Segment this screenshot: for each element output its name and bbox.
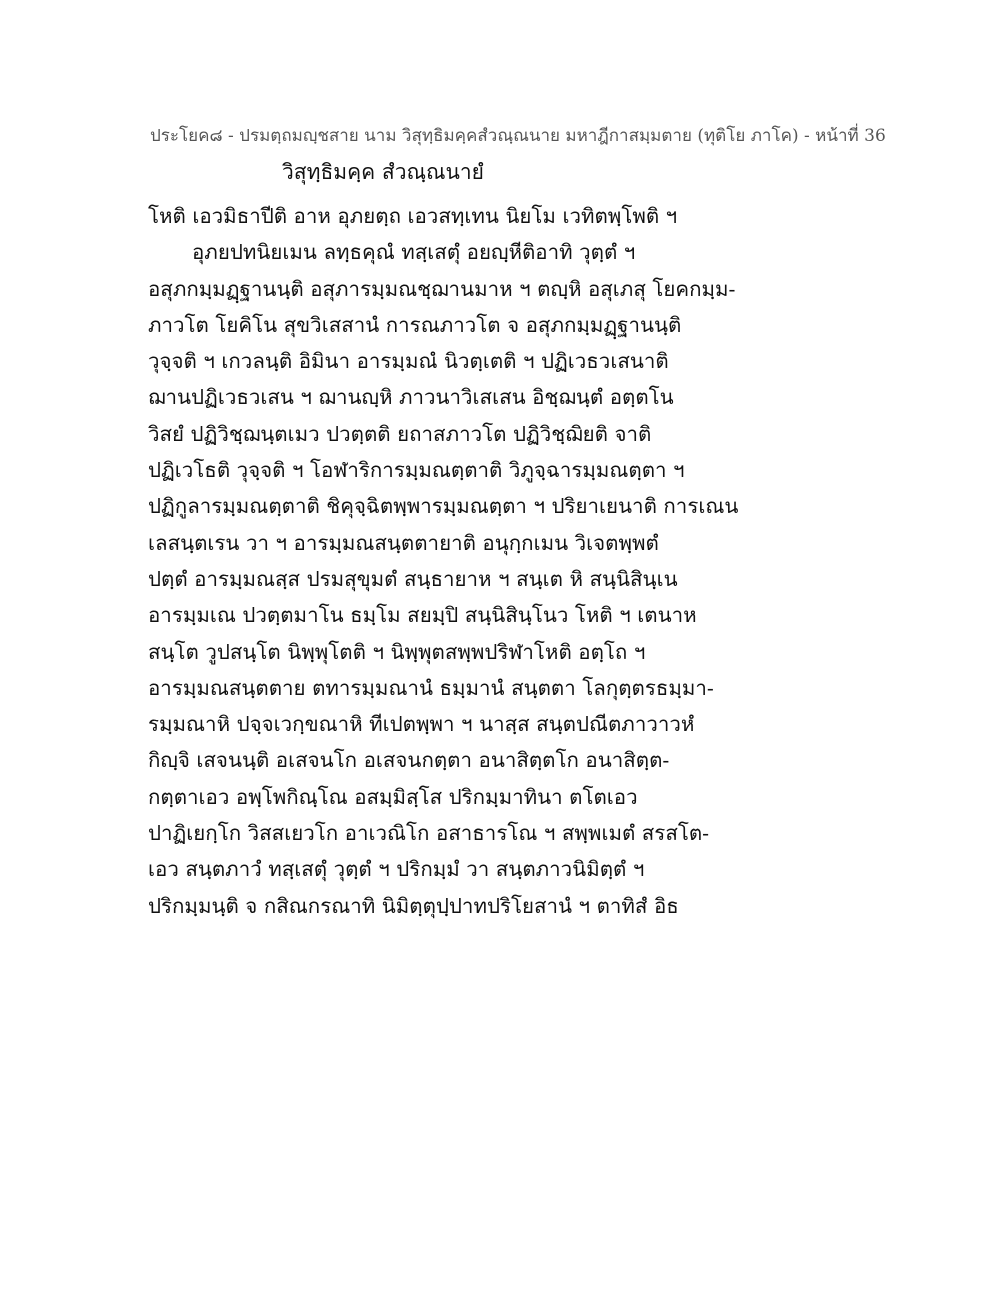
text-line: ปตฺตํ อารมฺมณสฺส ปรมสุขุมตํ สนฺธายาห ฯ สนฺเต หิ สนฺนิสินฺเน [148,566,678,591]
text-line: ภาวโต โยคิโน สุขวิเสสานํ การณภาวโต จ อสุภกมฺมฏฺฐานนฺติ [148,312,682,337]
text-line: สนฺโต วูปสนฺโต นิพฺพุโตติ ฯ นิพฺพุตสพฺพปริฬาโหติ อตฺโถ ฯ [148,639,646,664]
text-line: กิญฺจิ เสจนนฺติ อเสจนโก อเสจนกตฺตา อนาสิตฺตโก อนาสิตฺต- [148,748,670,773]
text-line: อารมฺมเณ ปวตฺตมาโน ธมฺโม สยมฺปิ สนฺนิสินฺโนว โหติ ฯ เตนาห [148,603,697,628]
body-text [148,198,848,924]
text-line: อารมฺมณสนฺตตาย ตทารมฺมณานํ ธมฺมานํ สนฺตตา โลกุตฺตรธมฺมา- [148,675,714,700]
text-line: รมฺมณาหิ ปจฺจเวกฺขณาหิ ทีเปตพฺพา ฯ นาสฺส สนฺตปณีตภาวาวหํ [148,712,695,737]
text-line: กตฺตาเอว อพฺโพกิณฺโณ อสมฺมิสฺโส ปริกมฺมาทินา ตโตเอว [148,784,638,809]
text-line: โหติ เอวมิธาปีติ อาห อุภยตฺถ เอวสทฺเทน นิยโม เวทิตพฺโพติ ฯ [148,204,678,228]
text-line: ปริกมฺมนฺติ จ กสิณกรณาทิ นิมิตฺตุปฺปาทปริโยสานํ ฯ ตาทิสํ อิธ [148,893,679,918]
text-line: ปฏิเวโธติ วุจฺจติ ฯ โอฬาริการมฺมณตฺตาติ วิภูจฺฉารมฺมณตฺตา ฯ [148,458,685,483]
text-line: เลสนฺตเรน วา ฯ อารมฺมณสนฺตตายาติ อนุกฺกเมน วิเจตพฺพตํ [148,530,659,555]
text-line: ฌานปฏิเวธวเสน ฯ ฌานญฺหิ ภาวนาวิเสเสน อิชฺฌนฺตํ อตฺตโน [148,385,674,410]
section-title: วิสุทฺธิมคฺค สํวณฺณนายํ [282,160,484,184]
text-line: ปฏิกูลารมฺมณตฺตาติ ชิคุจฺฉิตพฺพารมฺมณตฺตา ฯ ปริยาเยนาติ การเณน [148,494,739,519]
text-line: เอว สนฺตภาวํ ทสฺเสตุํ วุตฺตํ ฯ ปริกมฺมํ วา สนฺตภาวนิมิตฺตํ ฯ [148,857,645,882]
running-header: ประโยค๘ - ปรมตฺถมญฺชสาย นาม วิสุทฺธิมคฺคสํวณฺณนาย มหาฎีกาสมฺมตาย (ทุติโย ภาโค) - หน้าที่ 36 [150,126,886,146]
text-line: ปาฏิเยกฺโก วิสสเยวโก อาเวณิโก อสาธารโณ ฯ สพฺพเมตํ สรสโต- [148,821,710,846]
text-line: อสุภกมฺมฏฺฐานนฺติ อสุภารมฺมณชฺฌานมาห ฯ ตญฺหิ อสุเภสุ โยคกมฺม- [148,276,736,301]
text-line: วุจฺจติ ฯ เกวลนฺติ อิมินา อารมฺมณํ นิวตฺเตติ ฯ ปฏิเวธวเสนาติ [148,349,669,374]
text-line: วิสยํ ปฏิวิชฺฌนฺตเมว ปวตฺตติ ยถาสภาวโต ปฏิวิชฺฌิยติ จาติ [148,421,652,446]
text-line: อุภยปทนิยเมน ลทฺธคุณํ ทสฺเสตุํ อยญฺหีติอาทิ วุตฺตํ ฯ [192,240,636,265]
